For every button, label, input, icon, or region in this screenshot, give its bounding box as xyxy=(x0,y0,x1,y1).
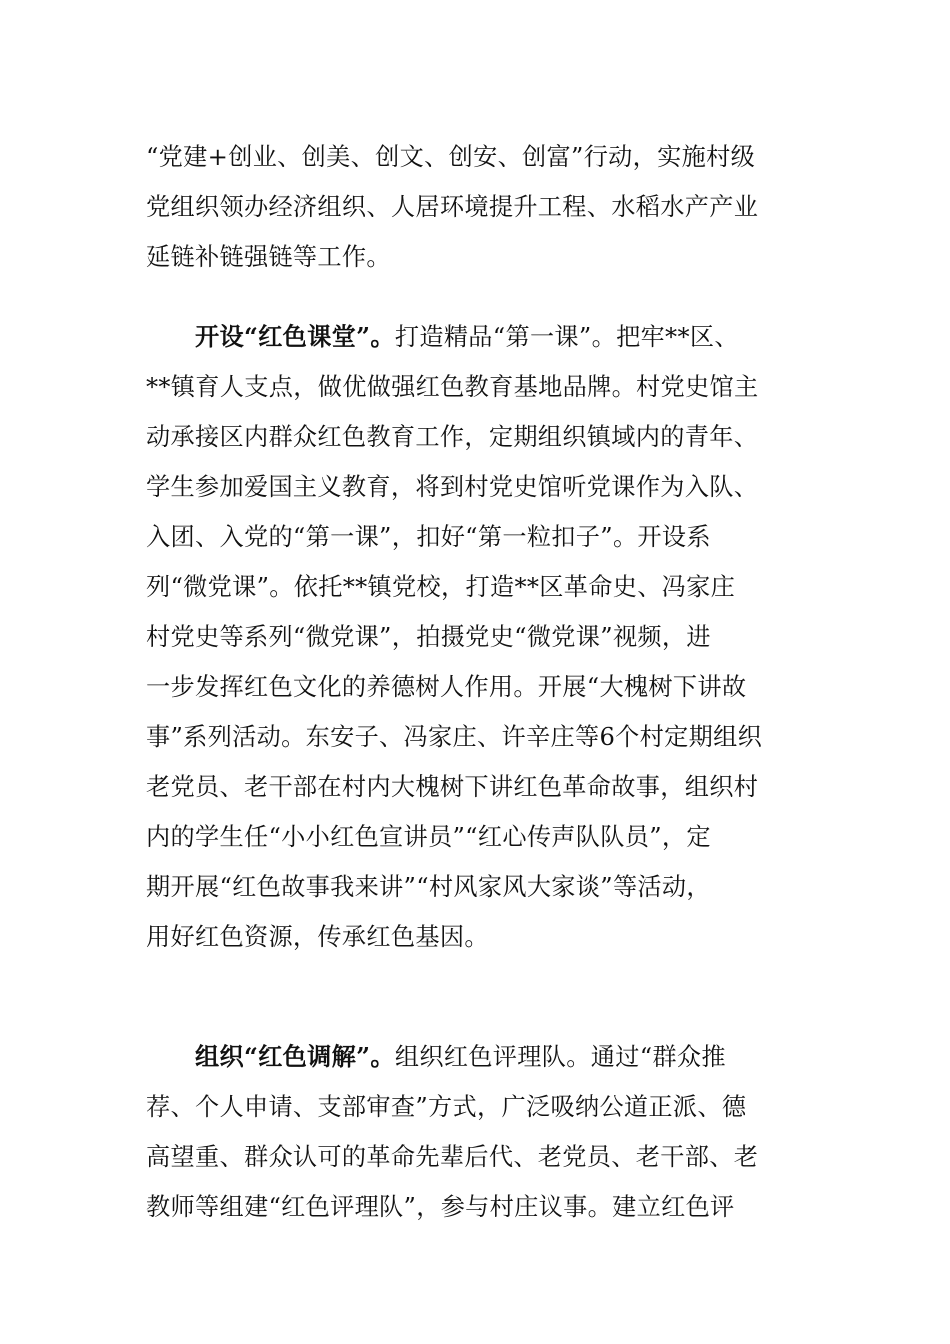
paragraph-2-line-11: 内的学生任“小小红色宣讲员”“红心传声队队员”，定 xyxy=(146,823,711,851)
paragraph-2-line-4: 学生参加爱国主义教育，将到村党史馆听党课作为入队、 xyxy=(146,473,759,501)
paragraph-3-line-4: 教师等组建“红色评理队”，参与村庄议事。建立红色评 xyxy=(146,1193,735,1221)
paragraph-3-line-2: 荐、个人申请、支部审查”方式，广泛吸纳公道正派、德 xyxy=(146,1093,747,1121)
paragraph-2 xyxy=(146,312,811,962)
paragraph-2-line-1 xyxy=(146,312,811,362)
paragraph-3-line-1 xyxy=(146,1032,811,1082)
paragraph-2-line-6: 列“微党课”。依托**镇党校，打造**区革命史、冯家庄 xyxy=(146,573,736,601)
paragraph-2-line-3: 动承接区内群众红色教育工作，定期组织镇域内的青年、 xyxy=(146,423,759,451)
paragraph-2-first-line-text: 打造精品“第一课”。把牢**区、 xyxy=(394,323,739,351)
paragraph-3-line-3: 高望重、群众认可的革命先辈后代、老党员、老干部、老 xyxy=(146,1143,759,1171)
paragraph-1-line-3: 延链补链强链等工作。 xyxy=(146,243,391,271)
paragraph-1-line-1: “党建+创业、创美、创文、创安、创富”行动，实施村级 xyxy=(146,143,756,171)
paragraph-2-line-10: 老党员、老干部在村内大槐树下讲红色革命故事，组织村 xyxy=(146,773,759,801)
paragraph-3-first-line-text: 组织红色评理队。通过“群众推 xyxy=(394,1043,726,1071)
paragraph-1 xyxy=(146,132,811,282)
paragraph-2-line-5: 入团、入党的“第一课”，扣好“第一粒扣子”。开设系 xyxy=(146,523,711,551)
paragraph-2-line-7: 村党史等系列“微党课”，拍摄党史“微党课”视频，进 xyxy=(146,623,711,651)
paragraph-3-heading: 组织“红色调解”。 xyxy=(195,1042,395,1071)
paragraph-2-heading: 开设“红色课堂”。 xyxy=(195,322,395,351)
paragraph-2-line-2: **镇育人支点，做优做强红色教育基地品牌。村党史馆主 xyxy=(146,373,759,401)
paragraph-1-line-2: 党组织领办经济组织、人居环境提升工程、水稻水产产业 xyxy=(146,193,759,221)
paragraph-2-line-13: 用好红色资源，传承红色基因。 xyxy=(146,923,489,951)
paragraph-2-line-8: 一步发挥红色文化的养德树人作用。开展“大槐树下讲故 xyxy=(146,673,747,701)
paragraph-3 xyxy=(146,1032,811,1232)
paragraph-2-line-12: 期开展“红色故事我来讲”“村风家风大家谈”等活动， xyxy=(146,873,711,901)
paragraph-2-line-9: 事”系列活动。东安子、冯家庄、许辛庄等6个村定期组织 xyxy=(146,723,763,751)
